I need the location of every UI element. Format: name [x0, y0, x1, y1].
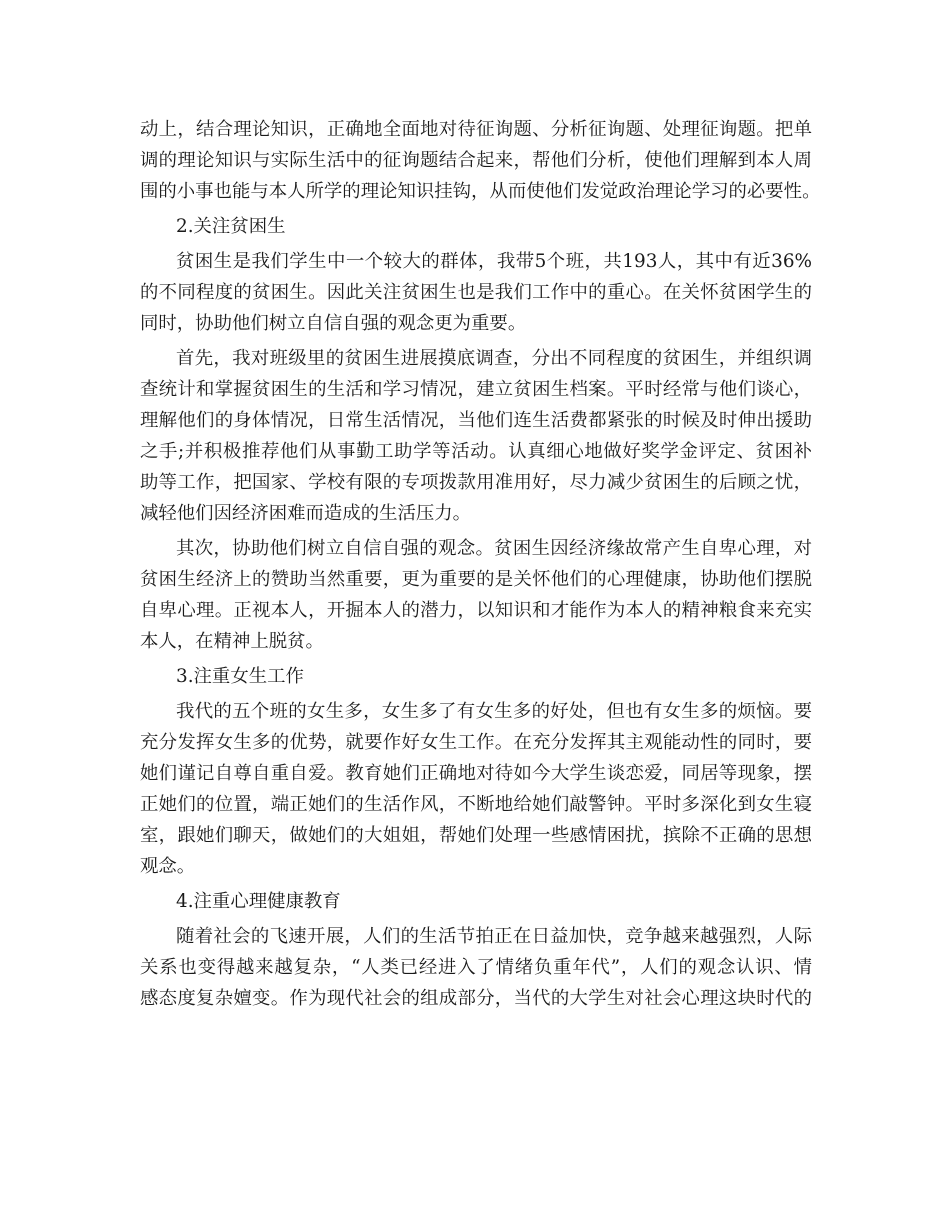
text-line: 自卑心理。正视本人，开掘本人的潜力，以知识和才能作为本人的精神粮食来充实: [140, 600, 812, 621]
text-line: 助等工作，把国家、学校有限的专项拨款用准用好，尽力减少贫困生的后顾之忧，: [140, 472, 812, 493]
text-line: 的不同程度的贫困生。因此关注贫困生也是我们工作中的重心。在关怀贫困学生的: [140, 282, 812, 303]
text-line: 4.注重心理健康教育: [176, 891, 341, 912]
text-line: 围的小事也能与本人所学的理论知识挂钩，从而使他们发觉政治理论学习的必要性。: [140, 181, 821, 202]
document-body: [140, 114, 821, 1014]
text-line: 我代的五个班的女生多，女生多了有女生多的好处，但也有女生多的烦恼。要: [176, 701, 812, 722]
text-line: 充分发挥女生多的优势，就要作好女生工作。在充分发挥其主观能动性的同时，要: [140, 732, 812, 753]
text-line: 正她们的位置，端正她们的生活作风，不断地给她们敲警钟。平时多深化到女生寝: [140, 794, 812, 815]
text-line: 动上，结合理论知识，正确地全面地对待征询题、分析征询题、处理征询题。把单: [140, 119, 812, 140]
text-line: 随着社会的飞速开展，人们的生活节拍正在日益加快，竞争越来越强烈，人际: [176, 926, 812, 947]
text-line: 她们谨记自尊自重自爱。教育她们正确地对待如今大学生谈恋爱，同居等现象，摆: [140, 763, 812, 784]
text-line: 其次，协助他们树立自信自强的观念。贫困生因经济缘故常产生自卑心理，对: [176, 538, 812, 559]
text-line: 观念。: [140, 856, 196, 877]
text-line: 同时，协助他们树立自信自强的观念更为重要。: [140, 313, 527, 334]
text-line: 本人，在精神上脱贫。: [140, 631, 324, 652]
text-line: 贫困生是我们学生中一个较大的群体，我带5个班，共193人，其中有近36%: [176, 251, 812, 272]
text-line: 首先，我对班级里的贫困生进展摸底调查，分出不同程度的贫困生，并组织调: [176, 348, 812, 369]
text-line: 查统计和掌握贫困生的生活和学习情况，建立贫困生档案。平时经常与他们谈心，: [140, 379, 812, 400]
text-line: 关系也变得越来越复杂，“人类已经进入了情绪负重年代”，人们的观念认识、情: [140, 957, 812, 978]
text-line: 理解他们的身体情况，日常生活情况，当他们连生活费都紧张的时候及时伸出援助: [140, 410, 812, 431]
text-line: 之手;并积极推荐他们从事勤工助学等活动。认真细心地做好奖学金评定、贫困补: [140, 441, 812, 462]
text-line: 减轻他们因经济困难而造成的生活压力。: [140, 503, 472, 524]
text-line: 3.注重女生工作: [176, 666, 304, 687]
text-line: 贫困生经济上的赞助当然重要，更为重要的是关怀他们的心理健康，协助他们摆脱: [140, 569, 812, 590]
text-line: 感态度复杂嬗变。作为现代社会的组成部分，当代的大学生对社会心理这块时代的: [140, 988, 812, 1009]
text-line: 2.关注贫困生: [176, 216, 286, 237]
text-line: 室，跟她们聊天，做她们的大姐姐，帮她们处理一些感情困扰，摈除不正确的思想: [140, 825, 812, 846]
text-line: 调的理论知识与实际生活中的征询题结合起来，帮他们分析，使他们理解到本人周: [140, 150, 812, 171]
